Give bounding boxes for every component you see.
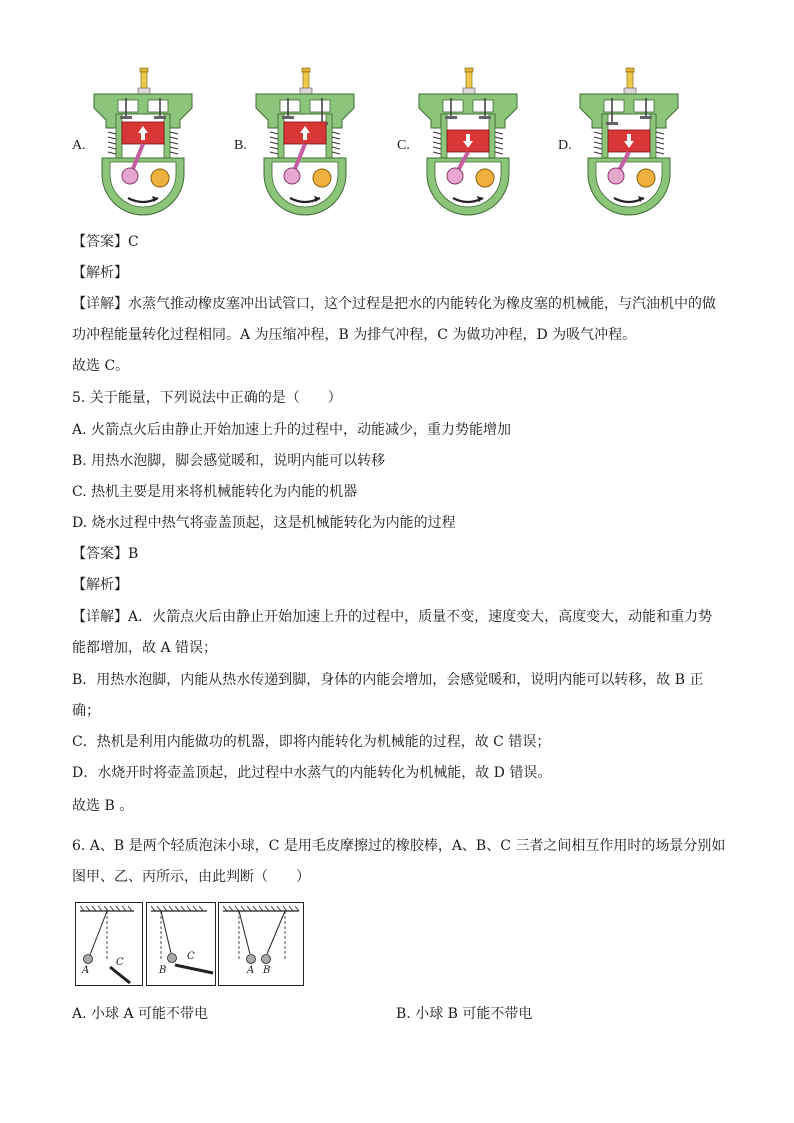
valve-spring-coil [170,132,178,134]
spark-plug [303,72,309,90]
intake-valve [606,122,618,125]
valve-spring-coil [495,142,503,144]
valve-spring-coil [433,147,441,149]
cylinder-wall-left [278,114,284,158]
q4-detail-line-2: 功冲程能量转化过程相同。A 为压缩冲程，B 为排气冲程，C 为做功冲程，D 为吸气冲程。 [72,327,637,343]
cylinder-wall-right [489,114,495,158]
intake-valve [120,116,132,119]
exhaust-port [148,100,168,112]
exhaust-valve [154,116,166,119]
q5-option-d: D. 烧水过程中热气将壶盖顶起，这是机械能转化为内能的过程 [72,515,456,531]
q4-detail-line-1 [72,294,716,314]
valve-spring-coil [170,137,178,139]
flywheel [151,169,169,187]
q5-detail-b-1: B．用热水泡脚，内能从热水传递到脚，身体的内能会增加，会感觉暖和，说明内能可以转移，故 B 正 [72,672,704,688]
spark-plug-tip [465,68,473,72]
q5-option-a: A. 火箭点火后由静止开始加速上升的过程中，动能减少，重力势能增加 [72,422,512,438]
detail-tag: 【详解】 [72,296,128,312]
q5-detail-d: D．水烧开时将壶盖顶起，此过程中水蒸气的内能转化为机械能，故 D 错误。 [72,765,552,781]
spark-plug-base [300,88,312,94]
valve-spring-coil [332,142,340,144]
valve-spring-coil [332,147,340,149]
valve-spring-coil [433,152,441,154]
intake-valve [282,116,294,119]
engine-diagram [250,62,360,222]
valve-spring-coil [332,137,340,139]
valve-spring-coil [108,147,116,149]
q6-option-a: A. 小球 A 可能不带电 [72,1006,209,1022]
spark-plug [627,72,633,90]
label-b: B [263,965,271,976]
exhaust-port [310,100,330,112]
valve-spring-coil [433,137,441,139]
valve-spring-coil [594,132,602,134]
figure-yi [146,902,216,986]
cylinder-wall-right [164,114,170,158]
valve-spring-coil [270,137,278,139]
q4-conclusion: 故选 C。 [72,358,130,374]
valve-spring-coil [656,147,664,149]
engine-diagram-row [70,62,730,222]
engine-letter: C. [397,138,410,153]
intake-port [604,100,624,112]
valve-spring-coil [270,132,278,134]
q5-conclusion: 故选 B 。 [72,798,134,814]
label-a: A [247,965,255,976]
intake-port [443,100,463,112]
valve-spring-coil [433,142,441,144]
exhaust-port [634,100,654,112]
valve-spring-coil [656,137,664,139]
exhaust-port [473,100,493,112]
valve-spring-coil [332,132,340,134]
detail-tag: 【详解】 [72,609,128,625]
q5-analysis-tag: 【解析】 [72,577,128,593]
q5-stem: 5. 关于能量，下列说法中正确的是（ ） [72,390,342,406]
crank-pin [447,168,463,184]
valve-spring-coil [270,142,278,144]
engine-option-a [70,62,220,222]
label-c: C [187,951,195,962]
cylinder-wall-left [602,114,608,158]
valve-spring-coil [170,152,178,154]
intake-port [280,100,300,112]
q5-answer-line [72,544,138,564]
valve-spring-coil [170,142,178,144]
cylinder-wall-right [326,114,332,158]
engine-option-b [232,62,382,222]
flywheel [476,169,494,187]
valve-spring-coil [495,137,503,139]
valve-spring-coil [270,152,278,154]
valve-spring-coil [594,137,602,139]
answer-tag: 【答案】 [72,234,128,250]
cylinder-wall-left [441,114,447,158]
detail-text: 水蒸气推动橡皮塞冲出试管口，这个过程是把水的内能转化为橡皮塞的机械能，与汽油机中的做 [128,296,716,312]
valve-spring-coil [495,132,503,134]
q5-detail-b-2: 确； [72,703,100,719]
valve-spring-coil [656,132,664,134]
spark-plug-base [138,88,150,94]
spark-plug-tip [626,68,634,72]
valve-spring-coil [108,142,116,144]
intake-port [118,100,138,112]
cylinder-wall-right [650,114,656,158]
spark-plug [466,72,472,90]
spark-plug-base [463,88,475,94]
flywheel [637,169,655,187]
engine-diagram [574,62,684,222]
valve-spring-coil [594,142,602,144]
answer-value: C [128,234,139,250]
engine-diagram [413,62,523,222]
engine-letter: A. [72,138,86,153]
engine-option-c [395,62,545,222]
valve-spring-coil [270,147,278,149]
valve-spring-coil [594,152,602,154]
crank-pin [122,168,138,184]
spark-plug [141,72,147,90]
valve-spring-coil [656,142,664,144]
q5-detail-a-1 [72,607,712,627]
q5-detail-c: C．热机是利用内能做功的机器，即将内能转化为机械能的过程，故 C 错误； [72,734,551,750]
q5-option-b: B. 用热水泡脚，脚会感觉暖和，说明内能可以转移 [72,453,386,469]
crank-pin [608,168,624,184]
spark-plug-tip [140,68,148,72]
engine-diagram [88,62,198,222]
exhaust-valve [479,116,491,119]
spark-plug-base [624,88,636,94]
valve-spring-coil [594,147,602,149]
q6-stem-line-1: 6. A、B 是两个轻质泡沫小球，C 是用毛皮摩擦过的橡胶棒，A、B、C 三者之间相互作用时的场景分别如 [72,838,726,854]
intake-valve [445,116,457,119]
q5-option-c: C. 热机主要是用来将机械能转化为内能的机器 [72,484,358,500]
label-c: C [116,957,124,968]
label-b: B [159,965,167,976]
label-a: A [82,965,90,976]
cylinder-head [580,94,678,128]
answer-tag: 【答案】 [72,546,128,562]
valve-spring-coil [332,152,340,154]
valve-spring-coil [170,147,178,149]
detail-text: A．火箭点火后由静止开始加速上升的过程中，质量不变，速度变大，高度变大，动能和重力势 [128,609,713,625]
q4-analysis-tag: 【解析】 [72,265,128,281]
valve-spring-coil [433,132,441,134]
spark-plug-tip [302,68,310,72]
cylinder-head [419,94,517,128]
figure-bing [218,902,304,986]
engine-letter: D. [558,138,572,153]
valve-spring-coil [495,147,503,149]
engine-letter: B. [234,138,247,153]
valve-spring-coil [108,137,116,139]
valve-spring-coil [656,152,664,154]
q5-detail-a-2: 能都增加，故 A 错误； [72,640,218,656]
q6-option-b: B. 小球 B 可能不带电 [396,1006,533,1022]
figure-bing-drawing [219,903,303,985]
cylinder-wall-left [116,114,122,158]
exhaust-valve [640,116,652,119]
crank-pin [284,168,300,184]
flywheel [313,169,331,187]
valve-spring-coil [495,152,503,154]
valve-spring-coil [108,152,116,154]
figure-jia [75,902,143,986]
q4-answer-line [72,232,139,252]
answer-value: B [128,546,139,562]
figure-yi-drawing [147,903,215,985]
engine-option-d [556,62,706,222]
valve-spring-coil [108,132,116,134]
q6-stem-line-2: 图甲、乙、丙所示，由此判断（ ） [72,869,310,885]
